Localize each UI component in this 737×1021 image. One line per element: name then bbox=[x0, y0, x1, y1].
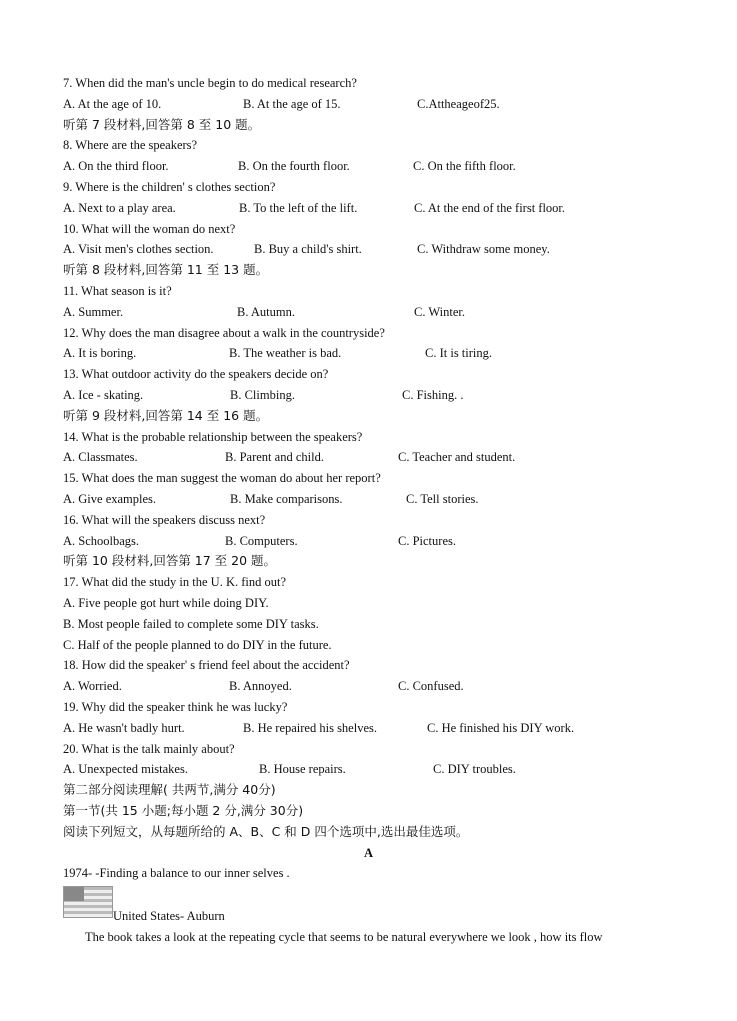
answer-option: A. Schoolbags. bbox=[63, 534, 140, 548]
answer-option: A. Unexpected mistakes. bbox=[63, 762, 188, 776]
option-row bbox=[63, 676, 683, 696]
answer-option: C.Attheageof25. bbox=[417, 97, 500, 111]
answer-option: B. Climbing. bbox=[230, 388, 295, 402]
us-flag-icon bbox=[63, 886, 113, 918]
option-row bbox=[63, 94, 683, 114]
question-text: C. Half of the people planned to do DIY in the future. bbox=[63, 638, 332, 652]
answer-option: C. On the fifth floor. bbox=[413, 159, 516, 173]
answer-option: B. Parent and child. bbox=[225, 450, 324, 464]
answer-option: A. Worried. bbox=[63, 679, 122, 693]
question-text: 16. What will the speakers discuss next? bbox=[63, 513, 266, 527]
question-text: 12. Why does the man disagree about a walk in the countryside? bbox=[63, 326, 385, 340]
question-text: 11. What season is it? bbox=[63, 284, 172, 298]
answer-option: B. Autumn. bbox=[237, 305, 295, 319]
option-row bbox=[63, 156, 683, 176]
answer-option: A. On the third floor. bbox=[63, 159, 169, 173]
answer-option: B. He repaired his shelves. bbox=[243, 721, 377, 735]
question-text: 18. How did the speaker' s friend feel about the accident? bbox=[63, 658, 350, 672]
answer-option: A. Classmates. bbox=[63, 450, 138, 464]
answer-option: A. It is boring. bbox=[63, 346, 137, 360]
flag-caption: United States- Auburn bbox=[113, 909, 225, 923]
option-row bbox=[63, 302, 683, 322]
answer-option: B. Make comparisons. bbox=[230, 492, 343, 506]
question-text: 13. What outdoor activity do the speakers decide on? bbox=[63, 367, 329, 381]
option-row bbox=[63, 447, 683, 467]
answer-option: C. Pictures. bbox=[398, 534, 456, 548]
question-text: 19. Why did the speaker think he was lucky? bbox=[63, 700, 288, 714]
answer-option: C. He finished his DIY work. bbox=[427, 721, 575, 735]
body-paragraph: The book takes a look at the repeating cycle that seems to be natural everywhere we look , how its flow bbox=[85, 930, 603, 944]
option-row bbox=[63, 718, 683, 738]
question-text: 15. What does the man suggest the woman do about her report? bbox=[63, 471, 381, 485]
answer-option: A. Ice - skating. bbox=[63, 388, 144, 402]
option-row bbox=[63, 531, 683, 551]
answer-option: C. Winter. bbox=[414, 305, 466, 319]
answer-option: A. Visit men's clothes section. bbox=[63, 242, 214, 256]
answer-option: C. Fishing. . bbox=[402, 388, 464, 402]
question-text: 17. What did the study in the U. K. find out? bbox=[63, 575, 287, 589]
answer-option: A. At the age of 10. bbox=[63, 97, 162, 111]
answer-option: B. On the fourth floor. bbox=[238, 159, 350, 173]
answer-option: C. Teacher and student. bbox=[398, 450, 516, 464]
answer-option: C. Withdraw some money. bbox=[417, 242, 550, 256]
section-instruction: 第一节(共 15 小题;每小题 2 分,满分 30分) bbox=[63, 803, 304, 818]
answer-option: A. Summer. bbox=[63, 305, 124, 319]
question-text: 14. What is the probable relationship between the speakers? bbox=[63, 430, 363, 444]
section-instruction: 阅读下列短文，从每题所给的 A、B、C 和 D 四个选项中,选出最佳选项。 bbox=[63, 824, 469, 839]
answer-option: A. He wasn't badly hurt. bbox=[63, 721, 185, 735]
question-text: 9. Where is the children' s clothes section? bbox=[63, 180, 276, 194]
section-instruction: 听第 8 段材料,回答第 11 至 13 题。 bbox=[63, 262, 269, 277]
question-text: 8. Where are the speakers? bbox=[63, 138, 198, 152]
question-text: B. Most people failed to complete some DIY tasks. bbox=[63, 617, 319, 631]
option-row bbox=[63, 198, 683, 218]
answer-option: C. DIY troubles. bbox=[433, 762, 516, 776]
answer-option: A. Give examples. bbox=[63, 492, 157, 506]
answer-option: A. Next to a play area. bbox=[63, 201, 176, 215]
question-text: 10. What will the woman do next? bbox=[63, 222, 236, 236]
answer-option: B. Buy a child's shirt. bbox=[254, 242, 362, 256]
question-text: 7. When did the man's uncle begin to do medical research? bbox=[63, 76, 357, 90]
passage-label: A bbox=[363, 846, 374, 860]
option-row bbox=[63, 489, 683, 509]
answer-option: C. At the end of the first floor. bbox=[414, 201, 566, 215]
question-text: A. Five people got hurt while doing DIY. bbox=[63, 596, 269, 610]
option-row bbox=[63, 759, 683, 779]
answer-option: B. To the left of the lift. bbox=[239, 201, 358, 215]
section-instruction: 第二部分阅读理解( 共两节,满分 40分) bbox=[63, 782, 276, 797]
section-instruction: 听第 10 段材料,回答第 17 至 20 题。 bbox=[63, 553, 277, 568]
option-row bbox=[63, 239, 683, 259]
section-instruction: 听第 7 段材料,回答第 8 至 10 题。 bbox=[63, 117, 261, 132]
answer-option: B. The weather is bad. bbox=[229, 346, 342, 360]
option-row bbox=[63, 343, 683, 363]
section-instruction: 听第 9 段材料,回答第 14 至 16 题。 bbox=[63, 408, 269, 423]
answer-option: C. Confused. bbox=[398, 679, 464, 693]
answer-option: B. At the age of 15. bbox=[243, 97, 341, 111]
answer-option: B. Computers. bbox=[225, 534, 298, 548]
question-text: 1974- -Finding a balance to our inner selves . bbox=[63, 866, 290, 880]
answer-option: B. House repairs. bbox=[259, 762, 346, 776]
answer-option: C. Tell stories. bbox=[406, 492, 479, 506]
option-row bbox=[63, 385, 683, 405]
question-text: 20. What is the talk mainly about? bbox=[63, 742, 235, 756]
answer-option: C. It is tiring. bbox=[425, 346, 493, 360]
answer-option: B. Annoyed. bbox=[229, 679, 292, 693]
